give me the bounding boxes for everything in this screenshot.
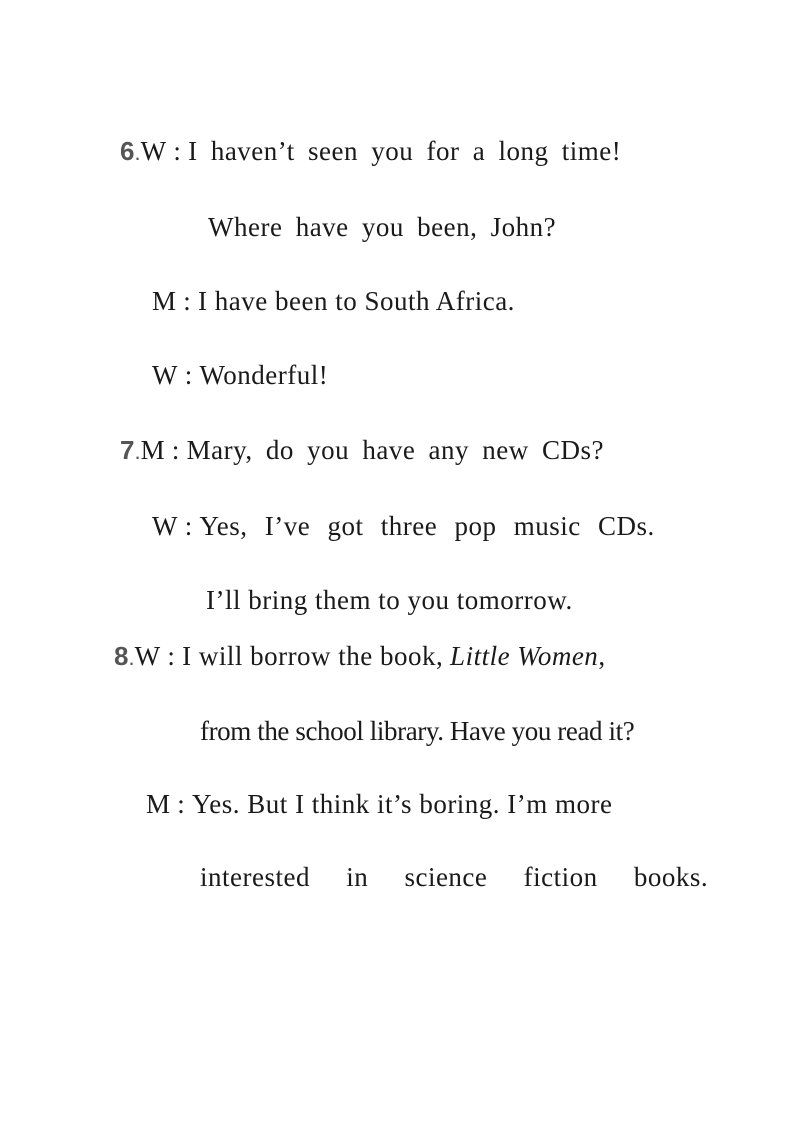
dialogue-text-end: , (598, 641, 606, 671)
dialogue-number: 6 (120, 136, 135, 166)
dialogue-6-line-3 (152, 284, 515, 318)
dialogue-text: Mary, do you have any new CDs? (186, 435, 605, 465)
dialogue-7-line-2 (152, 509, 655, 543)
speaker-colon: : (183, 286, 191, 316)
dialogue-8-line-1 (114, 639, 606, 673)
dialogue-text: Wonderful! (199, 360, 329, 390)
speaker-colon: : (177, 789, 185, 819)
dialogue-8-line-2 (200, 714, 634, 748)
speaker-colon: : (184, 511, 193, 541)
dialogue-6-line-2 (208, 210, 556, 244)
dialogue-text: Yes, I’ve got three pop music CDs. (199, 511, 655, 541)
dialogue-text: from the school library. Have you read it? (200, 716, 635, 746)
dialogue-text: I’ll bring them to you tomorrow. (206, 585, 573, 615)
dialogue-text: I will borrow the book, (182, 641, 444, 671)
speaker-label: M (140, 435, 165, 465)
speaker-label: M (152, 286, 177, 316)
dialogue-text: Yes. But I think it’s boring. I’m more (192, 789, 613, 819)
speaker-label: W (152, 511, 178, 541)
number-dot: . (134, 140, 141, 165)
dialogue-text: interested in science fiction books. (200, 862, 709, 892)
speaker-label: W (134, 641, 161, 671)
dialogue-7-line-3 (206, 583, 573, 617)
number-dot: . (134, 439, 141, 464)
speaker-colon: : (184, 360, 193, 390)
dialogue-number: 8 (114, 641, 129, 671)
dialogue-7-line-1 (120, 433, 604, 467)
speaker-label: M (146, 789, 171, 819)
speaker-label: W (152, 360, 178, 390)
book-title: Little Women (450, 641, 599, 671)
dialogue-text: Where have you been, John? (208, 212, 557, 242)
speaker-colon: : (167, 641, 175, 671)
dialogue-6-line-1 (120, 134, 621, 168)
dialogue-text: I haven’t seen you for a long time! (188, 136, 622, 166)
dialogue-text: I have been to South Africa. (198, 286, 515, 316)
dialogue-8-line-4 (200, 860, 708, 894)
dialogue-6-line-4 (152, 358, 328, 392)
speaker-label: W (140, 136, 167, 166)
speaker-colon: : (171, 435, 180, 465)
dialogue-number: 7 (120, 435, 135, 465)
dialogue-8-line-3 (146, 787, 613, 821)
speaker-colon: : (173, 136, 181, 166)
number-dot: . (128, 645, 135, 670)
